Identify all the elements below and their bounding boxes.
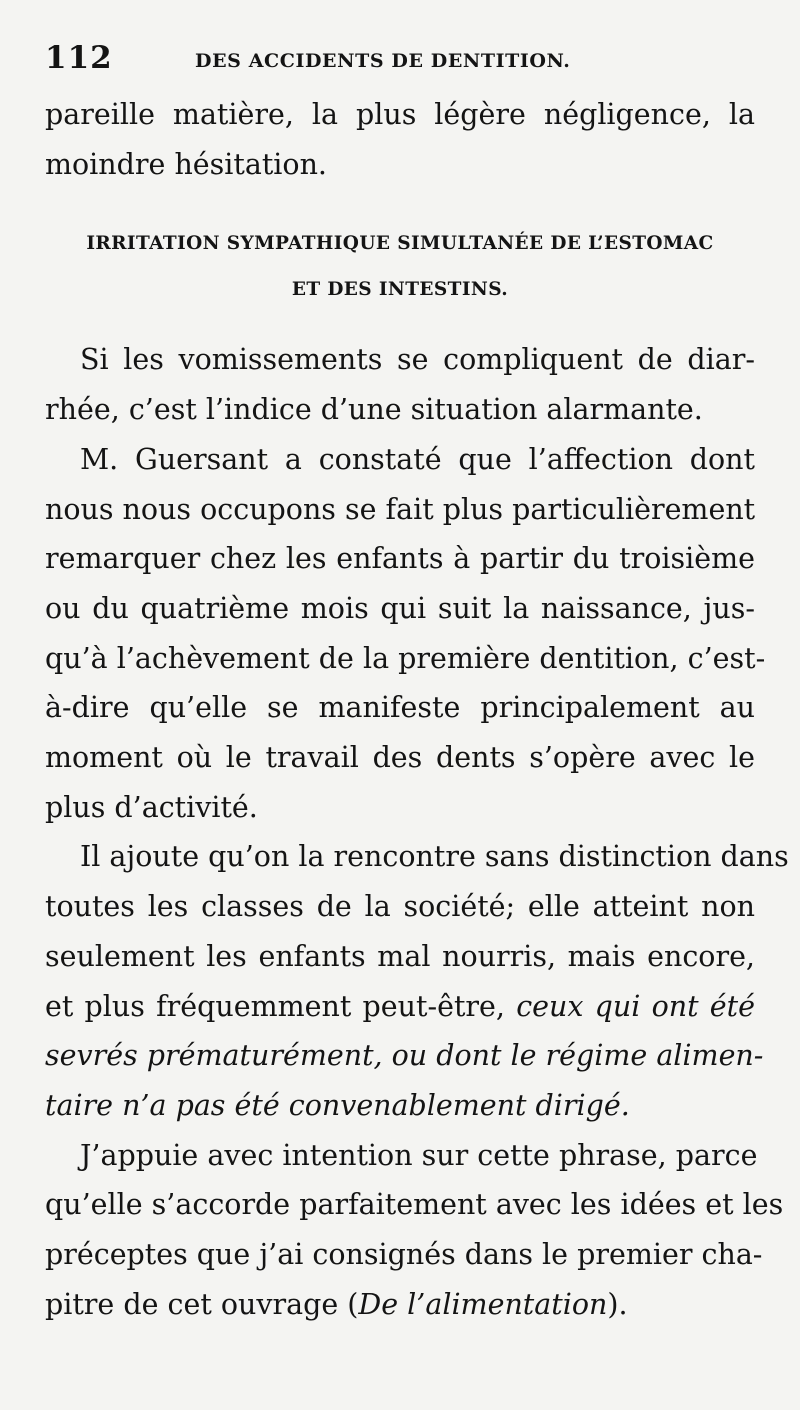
page-number: 112 [45,40,113,76]
section-heading-line-1: IRRITATION SYMPATHIQUE SIMULTANÉE DE L’ESTOMAC [86,233,714,255]
text-line: M. Guersant a constaté que l’affection dont [80,442,755,476]
paragraph-2 [45,335,755,434]
text-line: J’appuie avec intention sur cette phrase, parce [80,1138,758,1172]
text-roman: pitre de cet ouvrage ( [45,1287,359,1321]
text-line: plus d’activité. [45,790,258,824]
text-line: qu’elle s’accorde parfaitement avec les idées et les [45,1188,784,1222]
section-heading-line-2: ET DES INTESTINS. [291,279,509,301]
text-line: toutes les classes de la société; elle atteint non [45,890,755,924]
running-title: DES ACCIDENTS DE DENTITION. [195,50,571,72]
text-line-italic: taire n’a pas été convenablement dirigé. [45,1088,630,1122]
text-line: à-dire qu’elle se manifeste principalement au [45,691,755,725]
text-italic: De l’alimentation [358,1287,608,1321]
text-line: remarquer chez les enfants à partir du troisième [45,542,755,576]
text-line: qu’à l’achèvement de la première dentition, c’est- [45,641,766,675]
text-line: moindre hésitation. [45,147,327,181]
paragraph-1 [45,90,755,189]
text-roman: ). [607,1287,628,1321]
text-line: ou du quatrième mois qui suit la naissance, jus- [45,591,755,625]
text-italic: ceux qui ont été [516,989,755,1023]
paragraph-3 [45,435,766,833]
text-line-italic: sevrés prématurément, ou dont le régime alimen- [45,1039,764,1073]
text-line: seulement les enfants mal nourris, mais encore, [45,939,755,973]
section-heading [45,221,755,313]
text-line: préceptes que j’ai consignés dans le premier cha- [45,1238,763,1272]
text-line-mixed [45,982,755,1032]
text-line: moment où le travail des dents s’opère avec le [45,741,755,775]
text-line: Si les vomissements se compliquent de diar- [80,343,755,377]
paragraph-4 [45,832,789,1130]
text-line: rhée, c’est l’indice d’une situation alarmante. [45,393,703,427]
text-roman: et plus fréquemment peut-être, [45,989,517,1023]
paragraph-5 [45,1131,784,1330]
text-line: nous nous occupons se fait plus particulièrement [45,492,756,526]
text-line-mixed [45,1280,755,1330]
running-header [45,40,755,90]
text-line: Il ajoute qu’on la rencontre sans distinction dans [80,840,789,874]
text-line: pareille matière, la plus légère négligence, la [45,98,755,131]
